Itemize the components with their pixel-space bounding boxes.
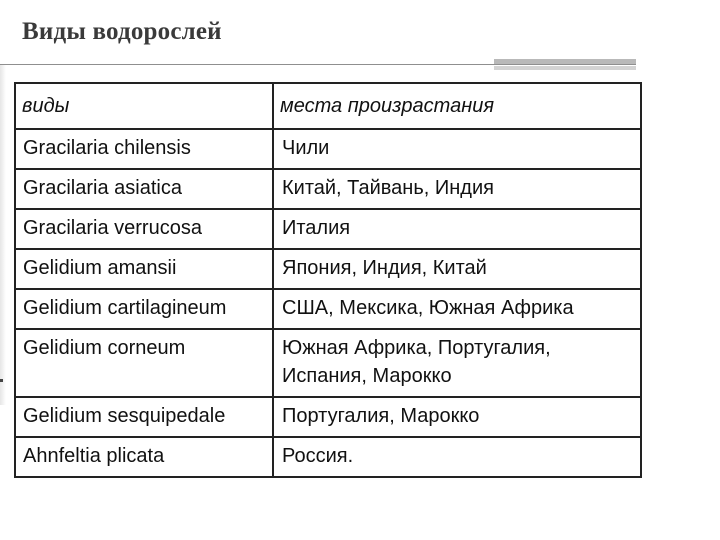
table-row (15, 169, 641, 209)
table-header-row (15, 83, 641, 129)
species-cell: Gracilaria verrucosa (15, 209, 273, 249)
species-cell: Gracilaria chilensis (15, 129, 273, 169)
species-cell: Ahnfeltia plicata (15, 437, 273, 477)
table-row (15, 249, 641, 289)
bullet-dot (0, 379, 3, 382)
species-cell: Gelidium cartilagineum (15, 289, 273, 329)
table-row (15, 129, 641, 169)
species-cell: Gelidium sesquipedale (15, 397, 273, 437)
title-rule (0, 64, 636, 65)
table-row (15, 329, 641, 397)
rule-accent-bottom (494, 66, 636, 70)
places-cell: Япония, Индия, Китай (273, 249, 641, 289)
slide-title: Виды водорослей (22, 18, 222, 45)
species-table (14, 82, 642, 478)
places-cell: США, Мексика, Южная Африка (273, 289, 641, 329)
table-row (15, 437, 641, 477)
species-cell: Gelidium amansii (15, 249, 273, 289)
places-cell: Чили (273, 129, 641, 169)
places-cell: Южная Африка, Португалия, Испания, Марокко (273, 329, 641, 397)
rule-accent-top (494, 59, 636, 64)
places-cell: Россия. (273, 437, 641, 477)
places-cell: Китай, Тайвань, Индия (273, 169, 641, 209)
species-cell: Gelidium corneum (15, 329, 273, 397)
header-species: виды (15, 83, 273, 129)
table-row (15, 397, 641, 437)
table-row (15, 289, 641, 329)
species-cell: Gracilaria asiatica (15, 169, 273, 209)
places-cell: Италия (273, 209, 641, 249)
table-row (15, 209, 641, 249)
header-places: места произрастания (273, 83, 641, 129)
places-cell: Португалия, Марокко (273, 397, 641, 437)
left-edge-shade (0, 65, 6, 405)
